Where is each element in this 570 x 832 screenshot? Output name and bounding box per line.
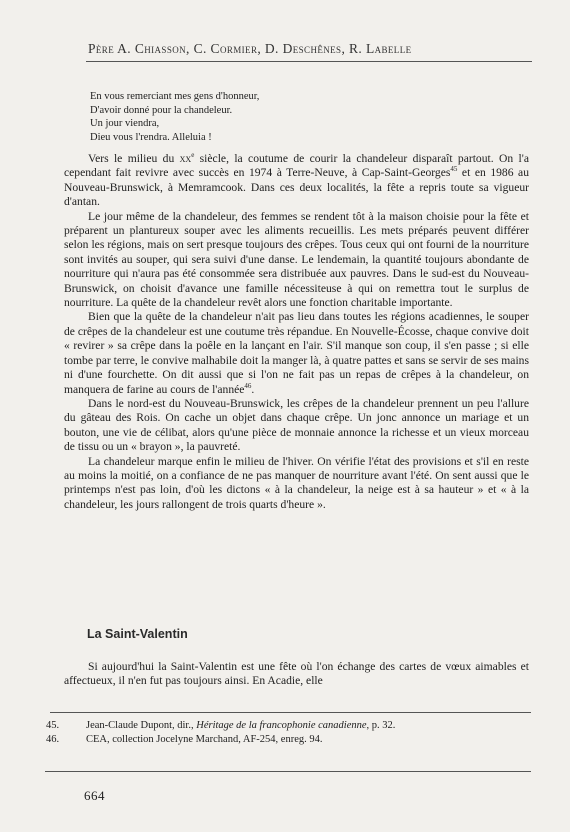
header-rule [86, 61, 532, 62]
poem-line: D'avoir donné pour la chandeleur. [90, 104, 233, 116]
paragraph: Dans le nord-est du Nouveau-Brunswick, les crêpes de la chandeleur prennent un peu l'allure du gâteau des Rois. On cache un objet dans chaque crêpe. Un jonc annonce un mariage et un bouton, une vie de célibat, alors qu'une pièce de monnaie annonce la richesse et un vieux morceau de tissu ou un « brayon », la pauvreté. [64, 396, 529, 454]
footnote-rule [50, 712, 531, 713]
paragraph: Bien que la quête de la chandeleur n'ait pas lieu dans toutes les régions acadiennes, le souper de crêpes de la chandeleur est une coutume très répandue. En Nouvelle-Écosse, chaque convive doit « revirer » sa crêpe dans la poêle en la lançant en l'air. S'il manque son coup, il s'en passe ; si elle tombe par terre, le convive malhabile doit la manger là, à quatre pattes et sans se servir de ses mains ni d'une fourchette. On dit aussi que si l'on ne fait pas un repas de crêpes à la chandeleur, on manquera de farine au cours de l'année$^{46}$. [64, 310, 529, 396]
body-text [64, 152, 529, 512]
footnote-text: Jean-Claude Dupont, dir., Héritage de la francophonie canadienne, p. 32. [86, 720, 396, 731]
running-head: Père A. Chiasson, C. Cormier, D. Deschênes, R. Labelle [88, 41, 412, 56]
footnotes [46, 719, 526, 747]
footnote-number: 46. [46, 734, 60, 745]
section-body [64, 660, 529, 689]
century-numeral: xx [179, 152, 192, 165]
paragraph: Le jour même de la chandeleur, des femmes se rendent tôt à la maison choisie pour la fête et préparent un plantureux souper avec les aliments recueillis. Les mets préparés peuvent différer selon les régions, mais on sert presque toujours des crêpes. Tous ceux qui ont fourni de la nourriture sont invités au souper, qui sera suivi d'une danse. Le lendemain, la quantité toujours abondante de nourriture qui n'aura pas été consommée sera distribuée aux pauvres. Dans le sud-est du Nouveau-Brunswick, on choisit d'avance une famille nécessiteuse à qui on remettra tout le surplus de nourriture. La quête de la chandeleur revêt alors une fonction charitable importante. [64, 209, 529, 310]
poem-line: Dieu vous l'rendra. Alleluia ! [90, 131, 212, 143]
footnote-number: 45. [46, 720, 60, 731]
footnote [46, 719, 526, 733]
footnote [46, 733, 526, 747]
paragraph: Si aujourd'hui la Saint-Valentin est une fête où l'on échange des cartes de vœux aimables et affectueux, il n'en fut pas toujours ainsi. En Acadie, elle [64, 660, 529, 688]
paragraph: La chandeleur marque enfin le milieu de l'hiver. On vérifie l'état des provisions et s'il en reste au moins la moitié, on a confiance de ne pas manquer de nourriture avant l'été. On sent aussi que le printemps n'est pas loin, d'où les dictons « à la chandeleur, la neige est à sa hauteur » et « à la chandeleur, les jours rallongent de trois quarts d'heure ». [64, 454, 529, 511]
poem-line: Un jour viendra, [90, 118, 160, 129]
book-title: Héritage de la francophonie canadienne [196, 720, 367, 731]
footnote-ref-45: 45 [450, 165, 458, 174]
footnote-text: CEA, collection Jocelyne Marchand, AF-254, enreg. 94. [86, 734, 323, 745]
poem-line: En vous remerciant mes gens d'honneur, [90, 91, 260, 102]
section-heading: La Saint-Valentin [87, 627, 188, 641]
page-number: 664 [84, 788, 105, 803]
century-superscript: e [191, 151, 195, 160]
footnote-ref-46: 46 [244, 381, 252, 390]
bottom-rule [45, 771, 531, 772]
poem-quote [90, 90, 490, 144]
paragraph: Vers le milieu du $xx^e$ siècle, la coutume de courir la chandeleur disparaît partout. On l'a cependant fait revivre avec succès en 1974 à Terre-Neuve, à Cap-Saint-Georges$^{45}$ et en 1986 au Nouveau-Brunswick, à Memramcook. Dans ces deux localités, la fête a repris toute sa vigueur d'antan. [64, 151, 529, 209]
